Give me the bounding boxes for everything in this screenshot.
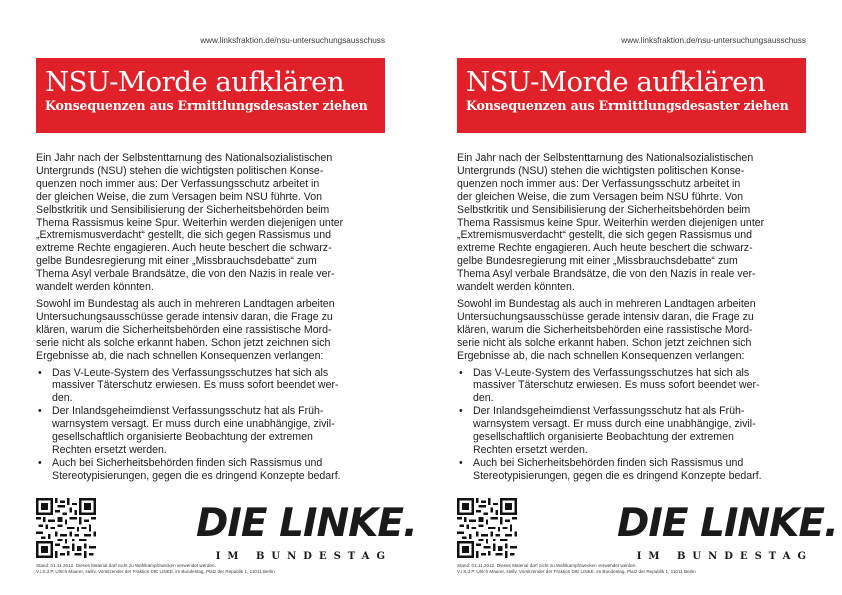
text-line: gesellschaftlich organisierte Beobachtung der extremen: [52, 431, 313, 444]
paragraph-intro: [457, 152, 807, 294]
logo-subtitle: IM BUNDESTAG: [215, 551, 392, 562]
headline: NSU-Morde aufklären: [45, 66, 345, 98]
text-line: Untergrunds (NSU) stehen die wichtigsten politischen Konse-: [457, 164, 745, 177]
die-linke-logo: [196, 501, 417, 562]
bullet-icon: •: [38, 456, 42, 469]
body-text: [457, 152, 807, 483]
text-line: gelbe Bundesregierung mit einer „Missbrauchsdebatte“ zum: [457, 255, 738, 268]
text-line: Auch bei Sicherheitsbehörden finden sich Rassismus und: [52, 456, 323, 469]
die-linke-logo: [617, 501, 838, 562]
imprint-footer: [36, 563, 396, 576]
bullet-icon: •: [459, 405, 463, 418]
text-line: warnsystem versagt. Er muss durch eine unabhängige, zivil-: [52, 418, 335, 431]
text-line: Untergrunds (NSU) stehen die wichtigsten politischen Konse-: [36, 164, 324, 177]
text-line: extreme Rechte engagieren. Auch heute beschert die schwarz-: [36, 242, 332, 255]
text-line: Ergebnisse ab, die nach schnellen Konsequenzen verlangen:: [36, 349, 324, 362]
text-line: Sowohl im Bundestag als auch in mehreren Landtagen arbeiten: [457, 297, 756, 310]
body-text: [36, 152, 386, 483]
text-line: Thema Rassismus keine Spur. Weiterhin werden diejenigen unter: [36, 216, 344, 229]
text-line: klären, warum die Sicherheitsbehörden eine rassistische Mord-: [457, 323, 753, 336]
demands-list: [36, 367, 386, 483]
footer-line: Stand: 01.11.2012. Dieses Material darf nicht zu Wahlkampfzwecken verwendet werden.: [36, 563, 216, 568]
text-line: Ein Jahr nach der Selbstenttarnung des Nationalsozialistischen: [36, 152, 333, 164]
demands-list: [457, 367, 807, 483]
footer-line: Stand: 01.11.2012. Dieses Material darf nicht zu Wahlkampfzwecken verwendet werden.: [457, 563, 637, 568]
text-line: gesellschaftlich organisierte Beobachtung der extremen: [473, 431, 734, 444]
imprint-footer: [457, 563, 817, 576]
list-item: [457, 405, 807, 457]
footer-line: V.i.S.d.P. Ulrich Maurer, stellv. Vorsitzender der Fraktion DIE LINKE. im Bundestag, Platz der Republik 1, 11011 Berlin: [36, 569, 275, 575]
text-line: den.: [52, 392, 73, 405]
title-banner: [457, 58, 806, 133]
website-url[interactable]: www.linksfraktion.de/nsu-untersuchungsausschuss: [200, 36, 385, 45]
text-line: Selbstkritik und Sensibilisierung der Sicherheitsbehörden beim: [36, 203, 330, 216]
text-line: Rechten ersetzt werden.: [473, 443, 588, 456]
list-item: [36, 457, 386, 483]
text-line: Auch bei Sicherheitsbehörden finden sich Rassismus und: [473, 456, 744, 469]
text-line: extreme Rechte engagieren. Auch heute beschert die schwarz-: [457, 242, 753, 255]
text-line: Thema Asyl verbale Brandsätze, die von den Nazis in reale ver-: [457, 268, 756, 281]
subheadline: Konsequenzen aus Ermittlungsdesaster ziehen: [45, 98, 368, 113]
list-item: [36, 405, 386, 457]
bullet-icon: •: [38, 405, 42, 418]
text-line: Stereotypisierungen, gegen die es dringend Konzepte bedarf.: [52, 469, 341, 482]
text-line: wandelt werden könnten.: [457, 281, 575, 294]
text-line: gelbe Bundesregierung mit einer „Missbrauchsdebatte“ zum: [36, 255, 317, 268]
paragraph-committees: [36, 298, 386, 363]
text-line: Sowohl im Bundestag als auch in mehreren Landtagen arbeiten: [36, 297, 335, 310]
text-line: Ergebnisse ab, die nach schnellen Konsequenzen verlangen:: [457, 349, 745, 362]
text-line: klären, warum die Sicherheitsbehörden eine rassistische Mord-: [36, 323, 332, 336]
footer-line: V.i.S.d.P. Ulrich Maurer, stellv. Vorsitzender der Fraktion DIE LINKE. im Bundestag, Platz der Republik 1, 11011 Berlin: [457, 569, 696, 575]
flyer-right: [421, 0, 842, 595]
text-line: Selbstkritik und Sensibilisierung der Sicherheitsbehörden beim: [457, 203, 751, 216]
text-line: „Extremismusverdacht“ gestellt, die sich gegen Rassismus und: [36, 229, 331, 242]
text-line: Stereotypisierungen, gegen die es dringend Konzepte bedarf.: [473, 469, 762, 482]
bullet-icon: •: [459, 366, 463, 379]
text-line: Das V-Leute-System des Verfassungsschutzes hat sich als: [52, 366, 329, 379]
text-line: serie nicht als solche erkannt haben. Schon jetzt zeichnen sich: [36, 336, 331, 349]
list-item: [457, 457, 807, 483]
list-item: [457, 367, 807, 406]
paragraph-committees: [457, 298, 807, 363]
paragraph-intro: [36, 152, 386, 294]
text-line: Untersuchungsausschüsse gerade intensiv daran, die Frage zu: [457, 310, 754, 323]
logo-subtitle: IM BUNDESTAG: [636, 551, 813, 562]
text-line: Der Inlandsgeheimdienst Verfassungsschutz hat als Früh-: [52, 405, 324, 418]
text-line: der gleichen Weise, die zum Versagen beim NSU führte. Von: [457, 190, 743, 203]
qr-code-icon[interactable]: [36, 498, 96, 558]
text-line: Thema Rassismus keine Spur. Weiterhin werden diejenigen unter: [457, 216, 765, 229]
list-item: [36, 367, 386, 406]
text-line: Rechten ersetzt werden.: [52, 443, 167, 456]
text-line: Untersuchungsausschüsse gerade intensiv daran, die Frage zu: [36, 310, 333, 323]
qr-code-icon[interactable]: [457, 498, 517, 558]
text-line: Ein Jahr nach der Selbstenttarnung des Nationalsozialistischen: [457, 152, 754, 164]
bullet-icon: •: [38, 366, 42, 379]
title-banner: [36, 58, 385, 133]
website-url[interactable]: www.linksfraktion.de/nsu-untersuchungsausschuss: [621, 36, 806, 45]
logo-wordmark: DIE LINKE.: [196, 501, 417, 546]
text-line: wandelt werden könnten.: [36, 281, 154, 294]
text-line: massiver Täterschutz erwiesen. Es muss sofort beendet wer-: [473, 379, 760, 392]
text-line: massiver Täterschutz erwiesen. Es muss sofort beendet wer-: [52, 379, 339, 392]
subheadline: Konsequenzen aus Ermittlungsdesaster ziehen: [466, 98, 789, 113]
text-line: Der Inlandsgeheimdienst Verfassungsschutz hat als Früh-: [473, 405, 745, 418]
text-line: serie nicht als solche erkannt haben. Schon jetzt zeichnen sich: [457, 336, 752, 349]
bullet-icon: •: [459, 456, 463, 469]
text-line: warnsystem versagt. Er muss durch eine unabhängige, zivil-: [473, 418, 756, 431]
text-line: „Extremismusverdacht“ gestellt, die sich gegen Rassismus und: [457, 229, 752, 242]
text-line: der gleichen Weise, die zum Versagen beim NSU führte. Von: [36, 190, 322, 203]
text-line: den.: [473, 392, 494, 405]
headline: NSU-Morde aufklären: [466, 66, 766, 98]
text-line: Das V-Leute-System des Verfassungsschutzes hat sich als: [473, 366, 750, 379]
text-line: quenzen noch immer aus: Der Verfassungsschutz arbeitet in: [36, 177, 320, 190]
text-line: Thema Asyl verbale Brandsätze, die von den Nazis in reale ver-: [36, 268, 335, 281]
text-line: quenzen noch immer aus: Der Verfassungsschutz arbeitet in: [457, 177, 741, 190]
logo-wordmark: DIE LINKE.: [617, 501, 838, 546]
